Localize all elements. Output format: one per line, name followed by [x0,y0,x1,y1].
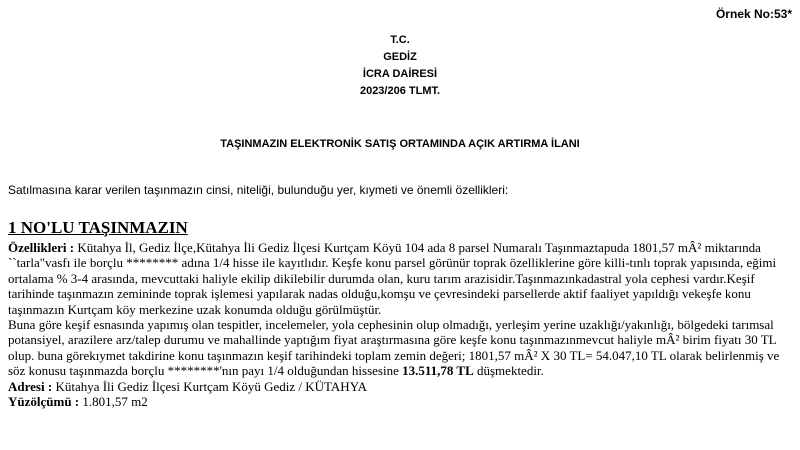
header-line-office: İCRA DAİRESİ [362,68,438,80]
property-details [8,240,792,409]
sample-number: Örnek No:53* [715,7,792,21]
header-line-file-number: 2023/206 TLMT. [359,85,441,97]
court-header [0,32,800,100]
features-label: Özellikleri : [8,240,75,255]
valuation-tail: düşmektedir. [473,363,544,379]
address-text: Kütahya İli Gediz İlçesi Kurtçam Köyü Gediz / KÜTAHYA [52,378,368,394]
features-paragraph [8,240,792,317]
valuation-paragraph [8,317,792,379]
intro-text: Satılmasına karar verilen taşınmazın cinsi, niteliği, bulunduğu yer, kıymeti ve önemli özellikleri: [8,183,509,197]
address-label: Adresi : [8,378,53,394]
share-value: 13.511,78 TL [402,363,474,379]
area-label: Yüzölçümü : [8,394,80,410]
address-paragraph [8,379,792,394]
features-text: Kütahya İl, Gediz İlçe,Kütahya İli Gediz İlçesi Kurtçam Köyü 104 ada 8 parsel Numaralı Taşınmaztapuda 1801,57 mÂ² miktarında ``tarla"vasfı ile borçlu ******** adına 1/4 hisse ile kayıtlıdır. Keşfe konu parsel görünür toprak özelliklerine göre killi-tınlı toprak yapısında, eğimi ortalama % 3-4 arasında, mevcuttaki haliyle ekilip dikilebilir durumda olan, kuru tarım arazisidir.Taşınmazınkadastral yola cephesi vardır.Keşif tarihinde taşınmazın zemininde toprak işlemesi yapılarak nadas olduğu,komşu ve çevresindeki parsellerde aktif faaliyet yapıldığı vekeşfe konu taşınmazın Kurtçam köy merkezine uzak konumda olduğu görülmüştür. [8,240,777,317]
header-line-country: T.C. [390,34,410,46]
property-heading: 1 NO'LU TAŞINMAZIN [8,218,188,237]
area-paragraph [8,394,792,409]
header-line-district: GEDİZ [383,51,417,63]
valuation-text: Buna göre keşif esnasında yapımış olan tespitler, incelemeler, yola cephesinin olup olmadığı, yerleşim yerine uzaklığı/yakınlığı, bölgedeki tarımsal potansiyel, arazilere arz/talep durumu ve mahallinde yaptığım fiyat araştırmasına göre keşfe konu taşınmazınmevcut haliyle mÂ² birim fiyatı 30 TL olup. buna görekıymet takdirine konu taşınmazın keşif tarihindeki toplam zemin değeri; 1801,57 mÂ² X 30 TL= 54.047,10 TL olarak belirlenmiş ve söz konusu taşınmazda borçlu ********'nın payı 1/4 olduğundan hissesine [8,317,780,379]
area-text: 1.801,57 m2 [79,394,148,410]
announcement-title: TAŞINMAZIN ELEKTRONİK SATIŞ ORTAMINDA AÇIK ARTIRMA İLANI [220,138,580,150]
